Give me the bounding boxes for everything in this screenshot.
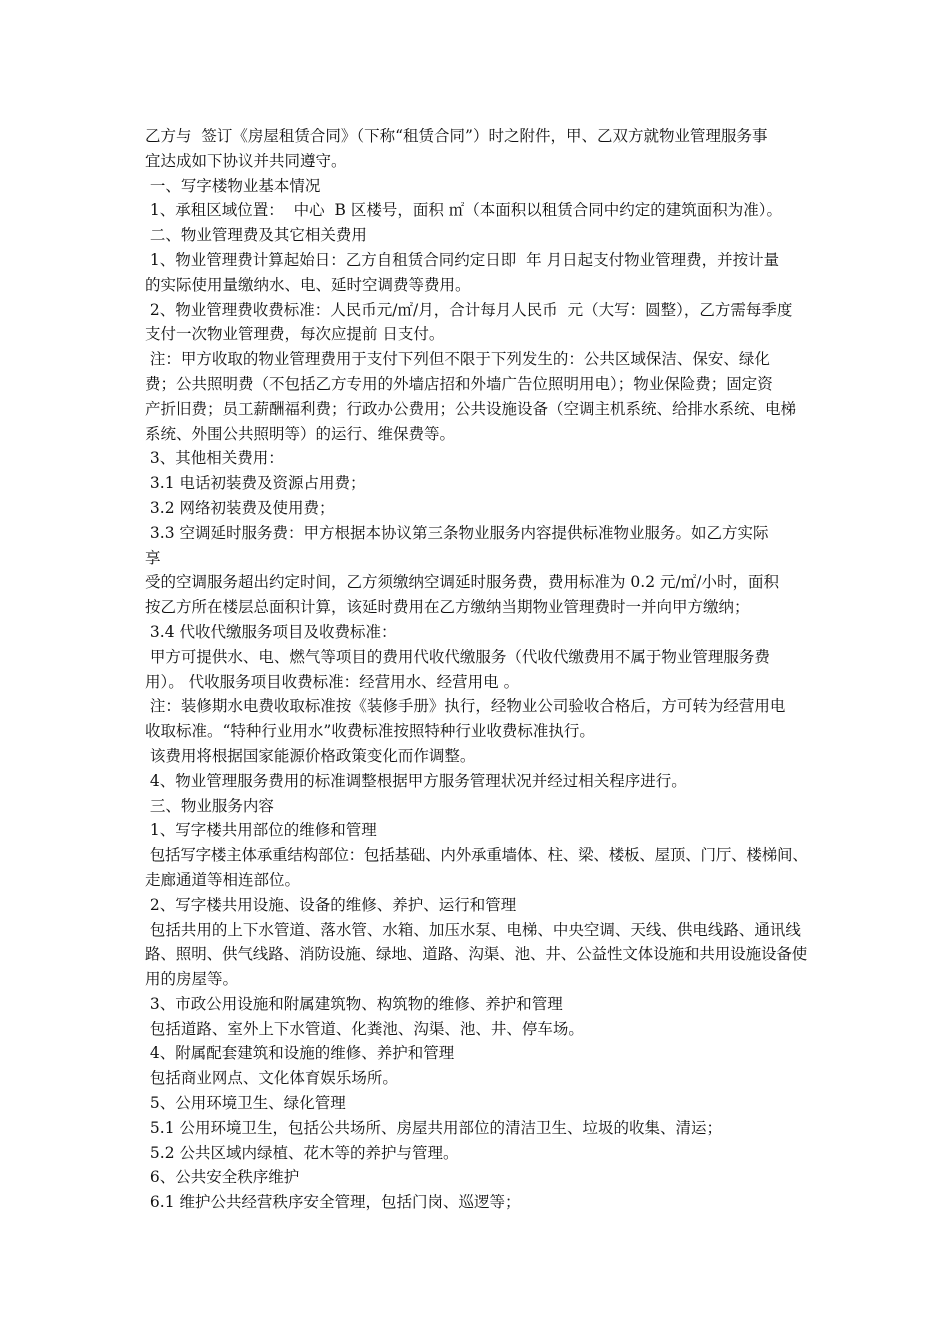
text-line: 包括写字楼主体承重结构部位：包括基础、内外承重墙体、柱、梁、楼板、屋顶、门厅、楼梯间、: [145, 846, 808, 865]
text-line: 1、物业管理费计算起始日：乙方自租赁合同约定日即 年 月日起支付物业管理费，并按计量: [145, 250, 780, 269]
text-line: 甲方可提供水、电、燃气等项目的费用代收代缴服务（代收代缴费用不属于物业管理服务费: [145, 647, 770, 666]
text-line: 2、写字楼共用设施、设备的维修、养护、运行和管理: [145, 895, 517, 914]
text-line: 产折旧费；员工薪酬福利费；行政办公费用；公共设施设备（空调主机系统、给排水系统、电梯: [145, 399, 797, 418]
text-line: 走廊通道等相连部位。: [145, 870, 301, 889]
text-line: 乙方与 签订《房屋租赁合同》（下称“租赁合同”）时之附件，甲、乙双方就物业管理服务事: [145, 127, 768, 145]
text-line: 该费用将根据国家能源价格政策变化而作调整。: [145, 746, 476, 765]
text-line: 的实际使用量缴纳水、电、延时空调费等费用。: [145, 275, 471, 294]
text-line: 5.2 公共区域内绿植、花木等的养护与管理。: [145, 1143, 459, 1162]
text-line: 支付一次物业管理费，每次应提前 日支付。: [145, 325, 445, 344]
text-line: 5、公用环境卫生、绿化管理: [145, 1094, 346, 1113]
text-line: 3.4 代收代缴服务项目及收费标准：: [145, 622, 397, 641]
text-line: 宜达成如下协议并共同遵守。: [145, 151, 347, 170]
text-line: 4、物业管理服务费用的标准调整根据甲方服务管理状况并经过相关程序进行。: [145, 771, 687, 790]
text-line: 包括商业网点、文化体育娱乐场所。: [145, 1069, 398, 1088]
text-line: 注：甲方收取的物业管理费用于支付下列但不限于下列发生的：公共区域保洁、保安、绿化: [145, 350, 770, 369]
text-line: 4、附属配套建筑和设施的维修、养护和管理: [145, 1044, 455, 1063]
text-line: 3、其他相关费用：: [145, 449, 284, 468]
text-line: 按乙方所在楼层总面积计算，该延时费用在乙方缴纳当期物业管理费时一并向甲方缴纳；: [145, 598, 750, 617]
text-line: 3、市政公用设施和附属建筑物、构筑物的维修、养护和管理: [145, 994, 563, 1013]
text-line: 二、物业管理费及其它相关费用: [145, 226, 367, 245]
text-line: 1、写字楼共用部位的维修和管理: [145, 821, 377, 840]
text-line: 注：装修期水电费收取标准按《装修手册》执行，经物业公司验收合格后，方可转为经营用电: [145, 697, 786, 716]
text-line: 用的房屋等。: [145, 970, 239, 989]
text-line: 3.1 电话初装费及资源占用费；: [145, 474, 366, 493]
text-line: 3.3 空调延时服务费：甲方根据本协议第三条物业服务内容提供标准物业服务。如乙方实际: [145, 523, 769, 542]
text-line: 1、承租区域位置： 中心 B 区楼号，面积 ㎡（本面积以租赁合同中约定的建筑面积为准）。: [145, 201, 782, 220]
text-line: 用）。 代收服务项目收费标准：经营用水、经营用电 。: [145, 672, 520, 691]
text-line: 3.2 网络初装费及使用费；: [145, 498, 335, 517]
text-line: 5.1 公用环境卫生，包括公共场所、房屋共用部位的清洁卫生、垃圾的收集、清运；: [145, 1118, 723, 1137]
text-line: 收取标准。“特种行业用水”收费标准按照特种行业收费标准执行。: [145, 722, 595, 741]
text-line: 系统、外围公共照明等）的运行、维保费等。: [145, 424, 456, 443]
text-line: 6、公共安全秩序维护: [145, 1168, 300, 1187]
text-line: 包括道路、室外上下水管道、化粪池、沟渠、池、井、停车场。: [145, 1019, 584, 1038]
text-line: 一、写字楼物业基本情况: [145, 176, 321, 195]
text-line: 6.1 维护公共经营秩序安全管理，包括门岗、巡逻等；: [145, 1193, 521, 1212]
text-line: 受的空调服务超出约定时间，乙方须缴纳空调延时服务费，费用标准为 0.2 元/㎡/小时，面积: [145, 573, 779, 592]
text-line: 费；公共照明费（不包括乙方专用的外墙店招和外墙广告位照明用电）；物业保险费；固定资: [145, 374, 773, 393]
text-line: 三、物业服务内容: [145, 796, 274, 815]
text-line: 2、物业管理费收费标准：人民币元/㎡/月，合计每月人民币 元（大写：圆整），乙方需每季度: [145, 300, 793, 319]
text-line: 包括共用的上下水管道、落水管、水箱、加压水泵、电梯、中央空调、天线、供电线路、通讯线: [145, 920, 801, 939]
document-body: [145, 124, 810, 1215]
text-line: 享: [145, 548, 161, 567]
text-line: 路、照明、供气线路、消防设施、绿地、道路、沟渠、池、井、公益性文体设施和共用设施设备使: [145, 945, 808, 964]
